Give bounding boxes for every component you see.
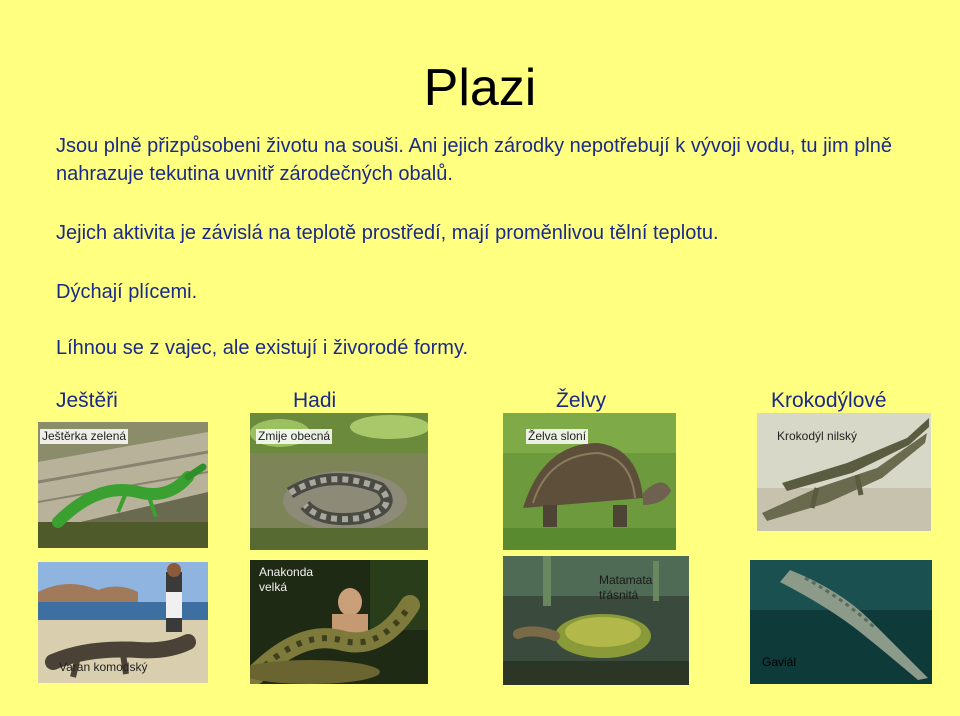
- paragraph-reproduction: Líhnou se z vajec, ale existují i živorodé formy.: [56, 337, 469, 359]
- group-heading-turtles: Želvy: [556, 389, 607, 412]
- caption-nile-crocodile: Krokodýl nilský: [777, 429, 858, 443]
- group-heading-lizards: Ještěři: [56, 389, 118, 412]
- paragraph-breathing: Dýchají plícemi.: [56, 281, 198, 303]
- caption-anaconda: Anakonda velká: [259, 565, 314, 594]
- slide-title: Plazi: [423, 59, 537, 117]
- caption-matamata: Matamata třásnitá: [599, 573, 653, 602]
- caption-green-lizard: Ještěrka zelená: [42, 429, 127, 443]
- caption-komodo-dragon: Varan komodský: [59, 660, 148, 674]
- paragraph-adaptation: Jsou plně přizpůsobeni životu na souši. Ani jejich zárodky nepotřebují k vývoji vodu, tu jim plně nahrazuje tekutina uvnitř zárodečných obalů.: [56, 135, 893, 185]
- group-heading-snakes: Hadi: [293, 389, 337, 412]
- paragraph-temperature: Jejich aktivita je závislá na teplotě prostředí, mají proměnlivou tělní teplotu.: [56, 222, 719, 244]
- group-heading-crocodiles: Krokodýlové: [771, 389, 887, 412]
- caption-giant-tortoise: Želva sloní: [528, 429, 587, 443]
- caption-adder: Zmije obecná: [258, 429, 331, 443]
- caption-gharial: Gaviál: [762, 655, 797, 669]
